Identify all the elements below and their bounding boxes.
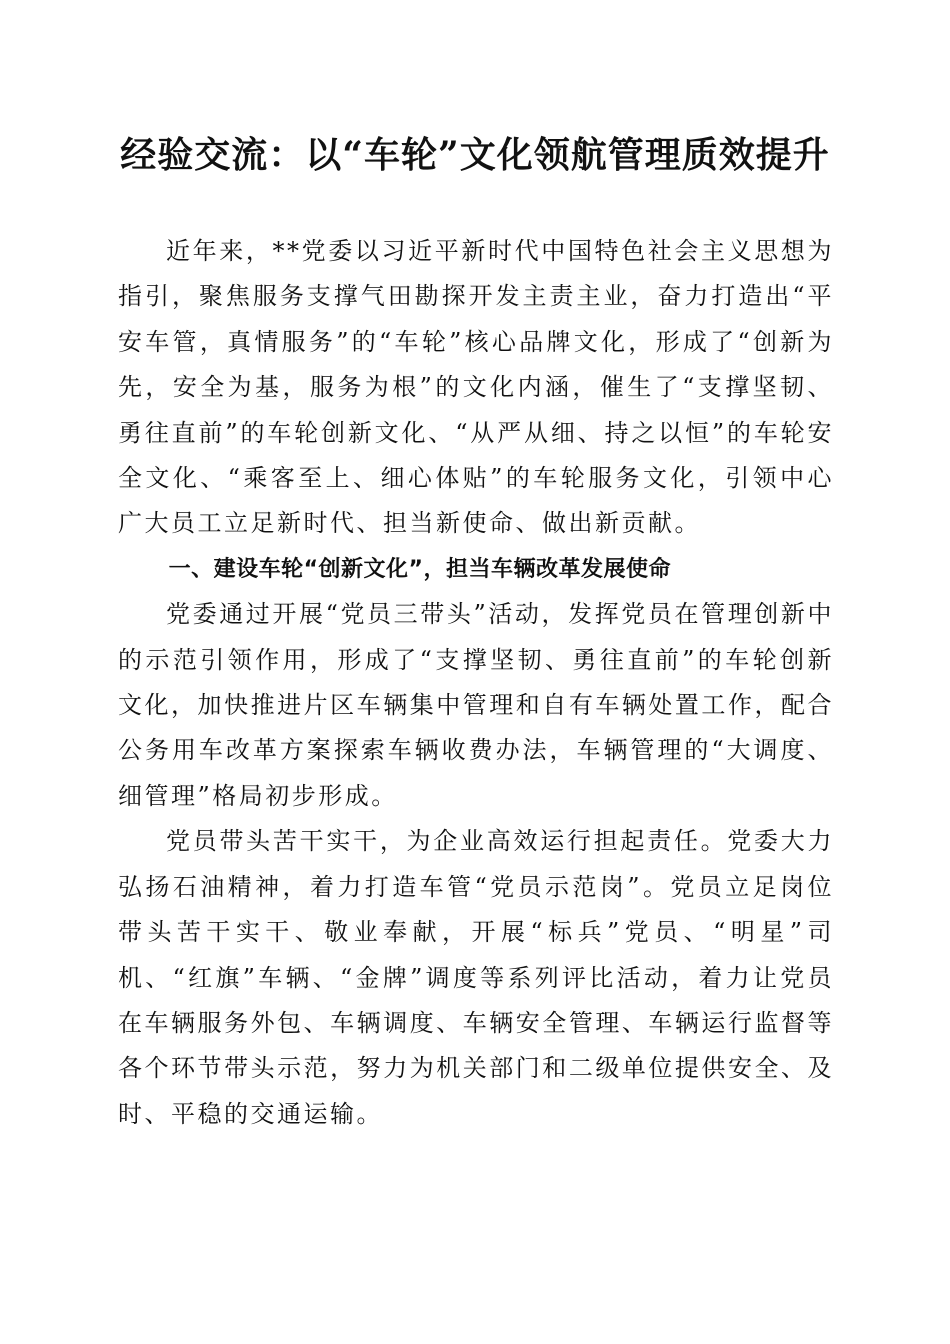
document-title: 经验交流：以“车轮”文化领航管理质效提升	[120, 134, 830, 176]
section-heading-1: 一、建设车轮“创新文化”，担当车辆改革发展使命	[168, 556, 672, 582]
section-1-paragraph-1: 党委通过开展“党员三带头”活动，发挥党员在管理创新中的示范引领作用，形成了“支撑坚韧、勇往直前”的车轮创新文化，加快推进片区车辆集中管理和自有车辆处置工作，配合公务用车改革方案探索车辆收费办法，车辆管理的“大调度、细管理”格局初步形成。	[118, 600, 834, 810]
section-1-paragraph-2: 党员带头苦干实干，为企业高效运行担起责任。党委大力弘扬石油精神，着力打造车管“党员示范岗”。党员立足岗位带头苦干实干、敬业奉献，开展“标兵”党员、“明星”司机、“红旗”车辆、“金牌”调度等系列评比活动，着力让党员在车辆服务外包、车辆调度、车辆安全管理、车辆运行监督等各个环节带头示范，努力为机关部门和二级单位提供安全、及时、平稳的交通运输。	[118, 827, 834, 1128]
intro-paragraph: 近年来，**党委以习近平新时代中国特色社会主义思想为指引，聚焦服务支撑气田勘探开发主责主业，奋力打造出“平安车管，真情服务”的“车轮”核心品牌文化，形成了“创新为先，安全为基，服务为根”的文化内涵，催生了“支撑坚韧、勇往直前”的车轮创新文化、“从严从细、持之以恒”的车轮安全文化、“乘客至上、细心体贴”的车轮服务文化，引领中心广大员工立足新时代、担当新使命、做出新贡献。	[118, 237, 834, 538]
document-body	[118, 229, 834, 1137]
